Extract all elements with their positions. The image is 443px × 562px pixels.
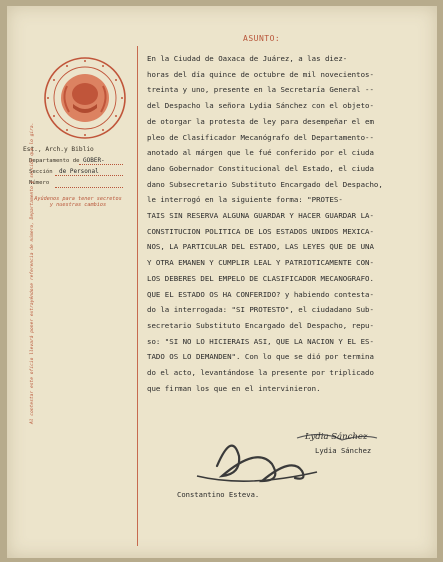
document-line: le interrogó en la siguiente forma: "PROTES- [147,195,343,205]
archive-label: Est., Arch.y Biblio [23,146,94,153]
section-label: Sección [29,169,53,175]
document-line: anotado al márgen que le fué conferido por el ciuda [147,148,374,158]
margin-rule [137,46,138,546]
document-line: treinta y uno, presente en la Secretaría General -- [147,85,374,95]
state-seal-icon [43,56,127,140]
document-line: dano Subsecretario Substituto Encargado del Despacho, [147,179,383,189]
document-line: horas del día quince de octubre de mil novecientos- [147,69,374,79]
number-line [55,187,123,188]
document-line: NOS, LA PARTICULAR DEL ESTADO, LAS LEYES QUE DE UNA [147,242,374,252]
document-line: do el acto, levantándose la presente por triplicado [147,368,374,378]
document-sheet [7,6,437,558]
document-line: QUE EL ESTADO OS HA CONFERIDO? y habiendo contesta- [147,289,374,299]
document-line: En la Ciudad de Oaxaca de Juárez, a las diez- [147,54,348,63]
document-line: TAIS SIN RESERVA ALGUNA GUARDAR Y HACER GUARDAR LA- [147,211,374,221]
number-label: Número [29,180,50,186]
document-body [147,51,427,396]
subject-heading: ASUNTO: [243,34,281,43]
signature-lydia-sanchez: Lydia Sánchez [305,432,368,442]
signature-area [177,426,417,506]
document-line: dano Gobernador Constitucional del Estado, el ciuda [147,163,374,173]
document-line: secretario Substituto Encargado del Despacho, repu- [147,320,374,330]
document-line: que firman los que en el intervinieron. [147,383,321,393]
typed-name-lydia-sanchez: Lydia Sánchez [315,446,372,455]
department-label: Departamento de [29,158,80,164]
document-line: CONSTITUCION POLITICA DE LOS ESTADOS UNIDOS MEXICA- [147,226,374,236]
document-line: TADO OS LO DEMANDEN". Con lo que se dió por termina [147,352,374,362]
vertical-margin-note [30,122,35,428]
department-value: GOBER- [83,157,105,164]
document-line: pleo de Clasificador Mecanógrafo del Departamento-- [147,132,374,142]
document-line: del Despacho la señora Lydia Sánchez con el objeto- [147,101,374,111]
document-line: de otorgar la protesta de ley para desempeñar el em [147,116,374,126]
vertical-margin-note-text: Al contestar este oficio llevará poner extrayéndose referencia de número, Departamento y sección que lo gira. [30,122,35,424]
section-line [55,175,123,176]
document-line: Y OTRA EMANEN Y CUMPLIR LEAL Y PATRIOTICAMENTE CON- [147,258,374,268]
document-line: do la interrogada: "SI PROTESTO", el ciudadano Sub- [147,305,374,315]
letterhead-note: Ayúdenos para tener secretos y nuestras cambios [34,196,122,208]
department-line [79,164,123,165]
typed-name-constantino-esteva: Constantino Esteva. [177,490,260,499]
document-line: so: "SI NO LO HICIERAIS ASI, QUE LA NACION Y EL ES- [147,336,374,346]
document-line: LOS DEBERES DEL EMPELO DE CLASIFICADOR MECANOGRAFO. [147,273,374,283]
section-value: de Personal [59,168,99,175]
